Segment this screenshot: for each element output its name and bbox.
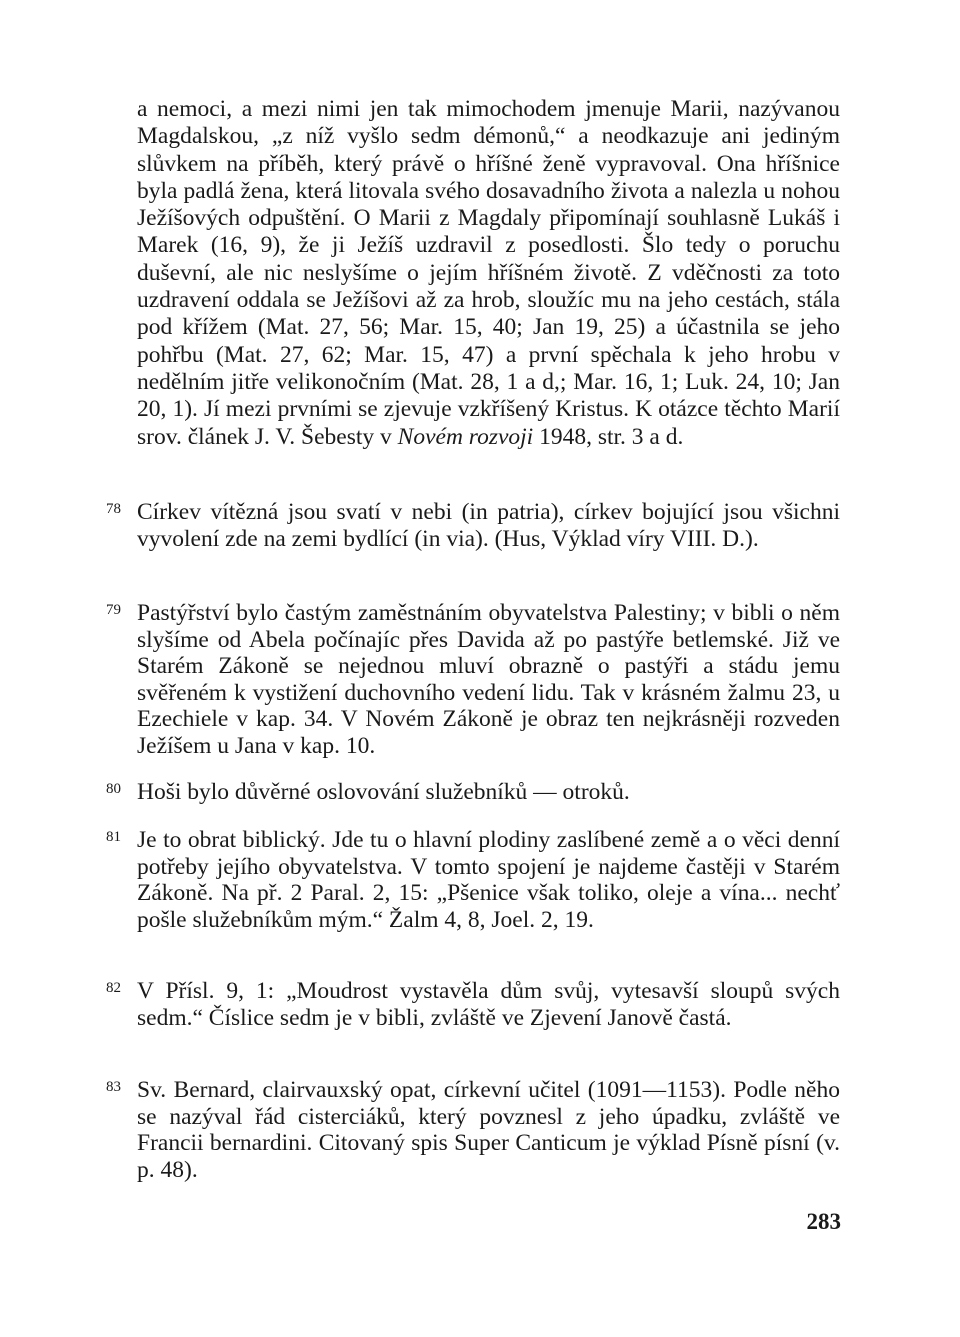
footnote-number: 79 — [106, 602, 121, 618]
footnote-text: Církev vítězná jsou svatí v nebi (in patria), církev bojující jsou všichni vyvolení zde na zemi bydlící (in via). (Hus, Výklad víry VIII. D.). — [137, 499, 840, 552]
footnote-text: Sv. Bernard, clairvauxský opat, církevní učitel (1091—1153). Podle něho se nazýval řád cisterciáků, který povznesl z jeho úpadku, zvláště ve Francii bernardini. Citovaný spis Super Canticum je výklad Písně písní (v. p. 48). — [137, 1077, 840, 1183]
footnote-number: 78 — [106, 501, 121, 517]
intro-text: a nemoci, a mezi nimi jen tak mimochodem jmenuje Marii, nazývanou Magdalskou, „z níž vyšlo sedm démonů,“ a neodkazuje ani jediným slůvkem na příběh, který právě o hříšné ženě vypravoval. Ona hříšnice byla padlá žena, která litovala svého dosavadního života a nalezla u nohou Ježíšových odpuštění. O Marii z Magdaly připomínají souhlasně Lukáš i Marek (16, 9), že ji Ježíš uzdravil z posedlosti. Šlo tedy o poruchu duševní, ale nic neslyšíme o jejím hříšném životě. Z vděčnosti za toto uzdravení oddala se Ježíšovi až za hrob, sloužíc mu na jeho cestách, stála pod křížem (Mat. 27, 56; Mar. 15, 40; Jan 19, 25) a účastnila se jeho pohřbu (Mat. 27, 62; Mar. 15, 47) a první spěchala k jeho hrobu v nedělním jitře velikonočním (Mat. 28, 1 a d,; Mar. 16, 1; Luk. 24, 10; Jan 20, 1). Jí mezi prvními se zjevuje vzkříšený Kristus. K otázce těchto Marií srov. článek J. V. Šebesty v — [137, 96, 840, 450]
footnote-81 — [106, 827, 840, 933]
footnote-80 — [106, 779, 840, 806]
continued-footnote-paragraph — [137, 96, 840, 451]
page-number: 283 — [806, 1209, 841, 1234]
footnote-82 — [106, 978, 840, 1031]
footnote-79 — [106, 600, 840, 759]
footnote-78 — [106, 499, 840, 552]
intro-end: 1948, str. 3 a d. — [539, 423, 684, 450]
journal-title: Novém rozvoji — [397, 423, 534, 450]
footnote-number: 81 — [106, 829, 121, 845]
footnote-number: 83 — [106, 1079, 121, 1095]
footnote-number: 80 — [106, 781, 121, 797]
footnote-83 — [106, 1077, 840, 1183]
footnote-text: Pastýřství bylo častým zaměstnáním obyvatelstva Palestiny; v bibli o něm slyšíme od Abela počínajíc přes Davida až po pastýře betlemské. Již ve Starém Zákoně se nejednou mluví obrazně o pastýři a stádu jemu svěřeném k vystižení duchovního vedení lidu. Tak v krásném žalmu 23, u Ezechiele v kap. 34. V Novém Zákoně je obraz ten nejkrásněji rozveden Ježíšem u Jana v kap. 10. — [137, 600, 840, 759]
footnote-text: V Přísl. 9, 1: „Moudrost vystavěla dům svůj, vytesavší sloupů svých sedm.“ Číslice sedm je v bibli, zvláště ve Zjevení Janově častá. — [137, 978, 840, 1031]
footnote-number: 82 — [106, 980, 121, 996]
footnote-text: Hoši bylo důvěrné oslovování služebníků — otroků. — [137, 779, 630, 805]
footnote-text: Je to obrat biblický. Jde tu o hlavní plodiny zaslíbené země a o věci denní potřeby jejího obyvatelstva. V tomto spojení je najdeme častěji v Starém Zákoně. Na př. 2 Paral. 2, 15: „Pšenice však toliko, oleje a vína... nechť pošle služebníkům mým.“ Žalm 4, 8, Joel. 2, 19. — [137, 827, 840, 933]
